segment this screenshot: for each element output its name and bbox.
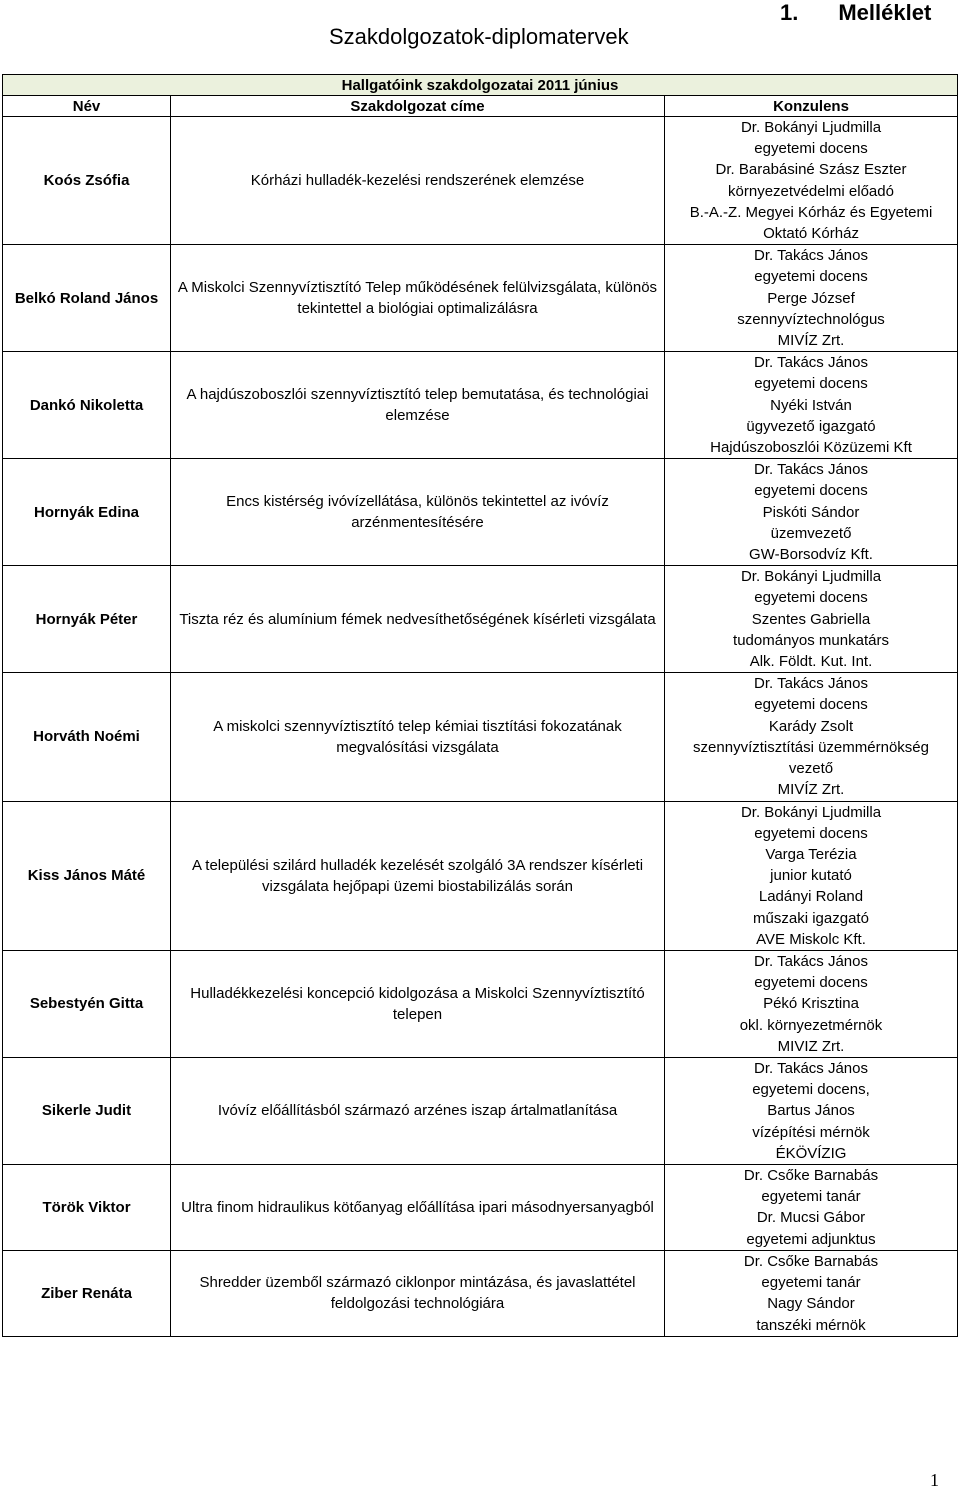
student-name: Hornyák Péter [3,566,171,673]
advisor-line: szennyvíztisztítási üzemmérnökség [693,738,929,756]
table-row [3,352,958,459]
thesis-title: A Miskolci Szennyvíztisztító Telep működésének felülvizsgálata, különös tekintettel a biológiai optimalizálásra [171,245,665,352]
thesis-title: Shredder üzemből származó ciklonpor mintázása, és javaslattétel feldolgozási technológiára [171,1250,665,1336]
advisor-line: Nyéki István [770,396,852,414]
advisor-line: MIVIZ Zrt. [777,1037,845,1055]
column-header-name: Név [3,96,171,117]
table-row [3,245,958,352]
table-row [3,1164,958,1250]
advisor-line: egyetemi docens [754,824,868,842]
thesis-title: Ultra finom hidraulikus kötőanyag előállítása ipari másodnyersanyagból [171,1164,665,1250]
advisor-line: Bartus János [767,1102,855,1120]
advisor-cell [665,566,958,673]
student-name: Török Viktor [3,1164,171,1250]
advisor-line: vízépítési mérnök [752,1123,870,1141]
advisor-line: Dr. Takács János [754,675,868,693]
advisor-line: tanszéki mérnök [756,1316,866,1334]
advisor-line: Dr. Csőke Barnabás [743,1167,879,1185]
advisor-cell [665,801,958,950]
table-row [3,566,958,673]
table-row [3,950,958,1057]
annex-number: 1. [780,0,799,25]
advisor-line: tudományos munkatárs [733,631,889,649]
student-name: Ziber Renáta [3,1250,171,1336]
advisor-line: Dr. Takács János [754,1059,868,1077]
advisor-line: Dr. Takács János [754,461,868,479]
student-name: Belkó Roland János [3,245,171,352]
table-row [3,673,958,801]
advisor-line: Alk. Földt. Kut. Int. [749,653,873,671]
advisor-line: üzemvezető [770,524,852,542]
advisor-line: Dr. Bokányi Ljudmilla [740,119,882,136]
advisor-line: Karády Zsolt [768,717,854,735]
thesis-title: Encs kistérség ivóvízellátása, különös tekintettel az ivóvíz arzénmentesítésére [171,459,665,566]
advisor-line: ÉKÖVÍZIG [775,1144,847,1162]
advisor-line: egyetemi tanár [761,1274,861,1292]
advisor-line: egyetemi docens [754,974,868,992]
advisor-line: vezető [788,760,834,778]
advisor-line: egyetemi docens [754,589,868,607]
advisor-cell [665,117,958,245]
thesis-title: A miskolci szennyvíztisztító telep kémiai tisztítási fokozatának megvalósítási vizsgálata [171,673,665,801]
table-section-title: Hallgatóink szakdolgozatai 2011 június [3,75,958,96]
advisor-line: egyetemi docens, [752,1081,870,1099]
advisor-line: Szentes Gabriella [751,610,871,628]
advisor-line: Dr. Barabásiné Szász Eszter [715,161,907,179]
advisor-cell [665,950,958,1057]
advisor-line: Dr. Bokányi Ljudmilla [740,568,882,586]
advisor-cell [665,1250,958,1336]
student-name: Koós Zsófia [3,117,171,245]
thesis-title: Hulladékkezelési koncepció kidolgozása a Miskolci Szennyvíztisztító telepen [171,950,665,1057]
advisor-line: környezetvédelmi előadó [728,182,894,200]
thesis-title: Kórházi hulladék-kezelési rendszerének elemzése [171,117,665,245]
thesis-title: A hajdúszoboszlói szennyvíztisztító telep bemutatása, és technológiai elemzése [171,352,665,459]
advisor-line: egyetemi docens [754,482,868,500]
advisor-line: szennyvíztechnológus [737,310,885,328]
student-name: Horváth Noémi [3,673,171,801]
advisor-cell [665,245,958,352]
advisor-line: egyetemi tanár [761,1188,861,1206]
advisor-line: Dr. Csőke Barnabás [743,1253,879,1271]
annex-label: Melléklet [838,0,932,25]
advisor-cell [665,459,958,566]
advisor-cell [665,1164,958,1250]
advisor-line: Oktató Kórház [763,225,859,243]
advisor-line: egyetemi docens [754,696,868,714]
advisor-line: Nagy Sándor [767,1295,855,1313]
advisor-line: Dr. Takács János [754,354,868,372]
advisor-line: Varga Terézia [765,845,857,863]
advisor-line: GW-Borsodvíz Kft. [749,546,873,564]
table-row [3,459,958,566]
advisor-line: egyetemi docens [754,140,868,158]
table-header-row [3,96,958,117]
advisor-line: egyetemi adjunktus [746,1230,876,1248]
table-row [3,1057,958,1164]
table-row [3,801,958,950]
advisor-line: egyetemi docens [754,375,868,393]
advisor-line: Dr. Takács János [754,952,868,970]
advisor-line: Perge József [767,289,855,307]
advisor-line: ügyvezető igazgató [746,417,876,435]
page-number: 1 [930,1470,939,1490]
advisor-cell [665,352,958,459]
advisor-line: MIVÍZ Zrt. [777,781,845,799]
table-row [3,117,958,245]
advisor-cell [665,673,958,801]
advisor-line: okl. környezetmérnök [739,1016,883,1034]
student-name: Dankó Nikoletta [3,352,171,459]
advisor-line: AVE Miskolc Kft. [756,930,866,948]
advisor-line: B.-A.-Z. Megyei Kórház és Egyetemi [689,203,933,221]
student-name: Sikerle Judit [3,1057,171,1164]
advisor-line: Dr. Mucsi Gábor [756,1209,866,1227]
advisor-line: Dr. Takács János [754,247,868,265]
advisor-line: Ladányi Roland [758,888,864,906]
thesis-title: Ivóvíz előállításból származó arzénes iszap ártalmatlanítása [171,1057,665,1164]
advisor-line: Piskóti Sándor [762,503,860,521]
advisor-line: Pékó Krisztina [763,995,859,1013]
advisor-cell [665,1057,958,1164]
column-header-title: Szakdolgozat címe [171,96,665,117]
advisor-line: egyetemi docens [754,268,868,286]
student-name: Sebestyén Gitta [3,950,171,1057]
annex-heading [780,0,931,26]
page-title: Szakdolgozatok-diplomatervek [329,24,629,49]
advisor-line: MIVÍZ Zrt. [777,332,845,350]
table-row [3,1250,958,1336]
advisor-line: junior kutató [770,867,852,885]
thesis-title: Tiszta réz és alumínium fémek nedvesíthetőségének kísérleti vizsgálata [171,566,665,673]
advisor-line: Hajdúszoboszlói Közüzemi Kft [710,439,912,457]
student-name: Kiss János Máté [3,801,171,950]
column-header-advisor: Konzulens [665,96,958,117]
advisor-line: műszaki igazgató [753,909,869,927]
student-name: Hornyák Edina [3,459,171,566]
thesis-title: A települési szilárd hulladék kezelését szolgáló 3A rendszer kísérleti vizsgálata hejőpapi üzemi biostabilizálás során [171,801,665,950]
thesis-table [2,74,958,1337]
table-section-row [3,75,958,96]
advisor-line: Dr. Bokányi Ljudmilla [740,803,882,821]
